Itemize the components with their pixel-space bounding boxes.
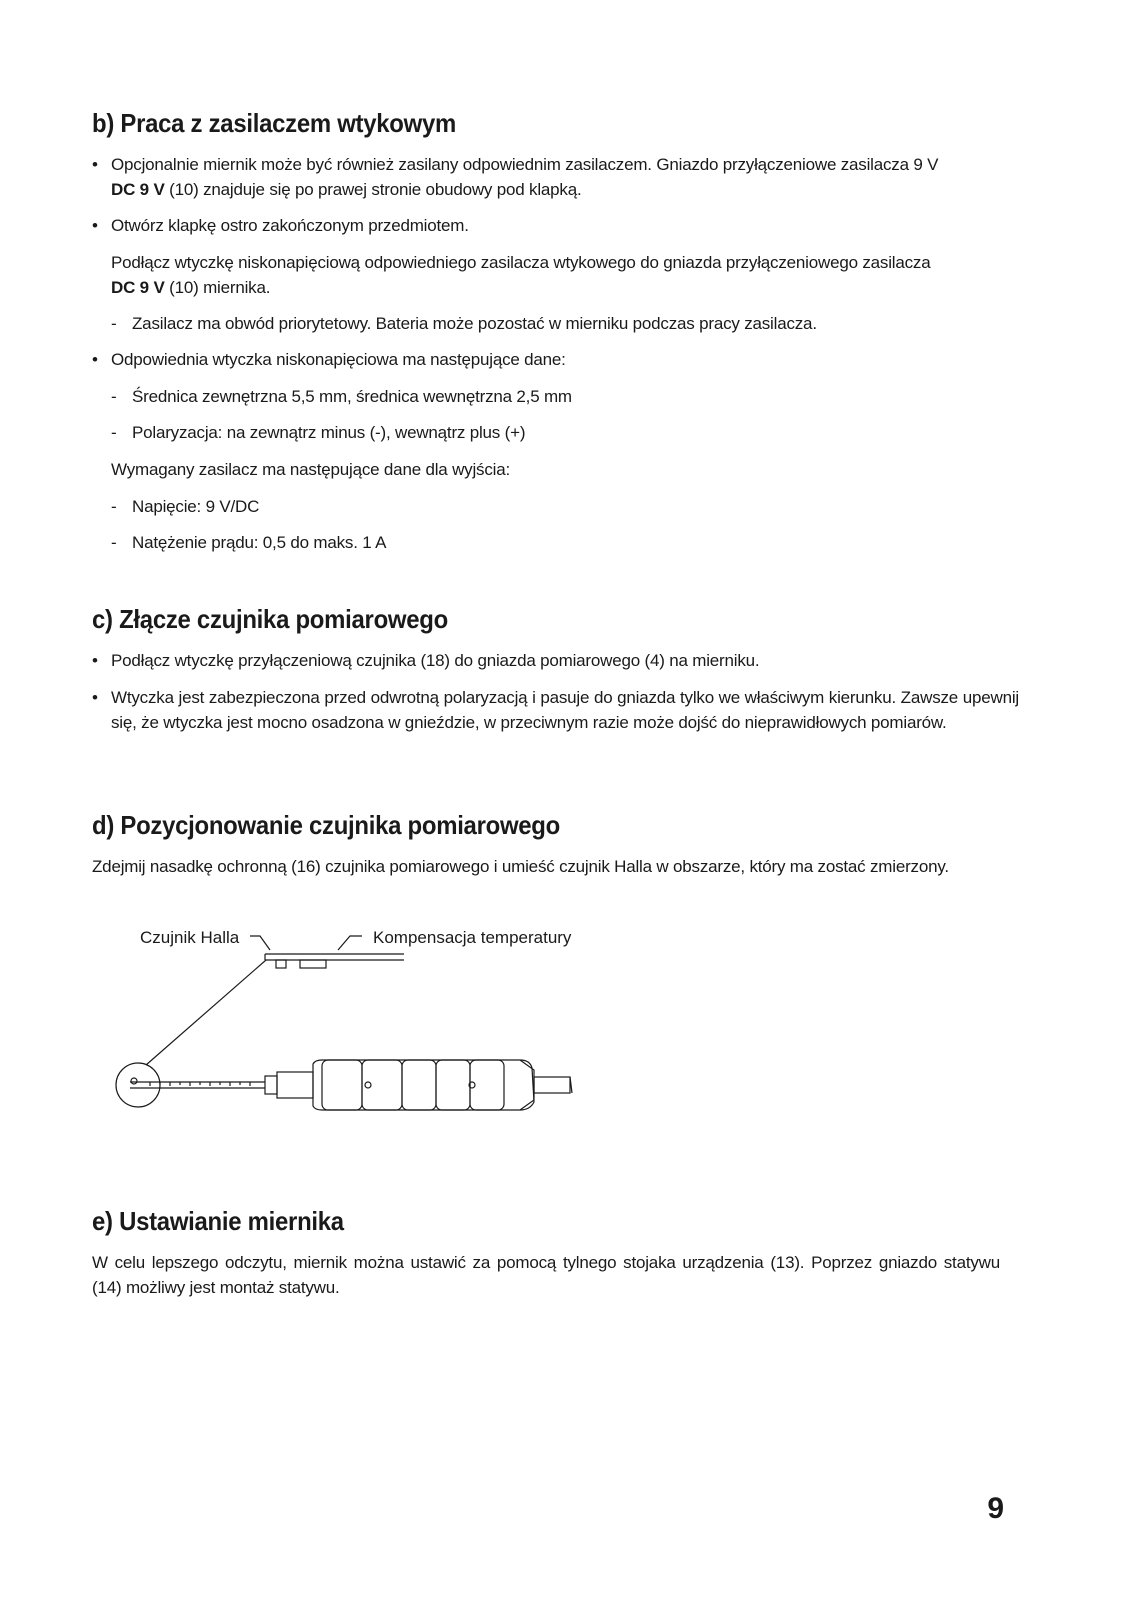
section-b-bullet-1 xyxy=(92,152,1019,202)
section-b-paragraph-5: Wymagany zasilacz ma następujące dane dla wyjścia: xyxy=(111,460,510,479)
section-d-heading: d) Pozycjonowanie czujnika pomiarowego xyxy=(92,810,560,840)
section-b-bullet-4: • Odpowiednia wtyczka niskonapięciowa ma następujące dane: xyxy=(92,347,1019,372)
section-b-p1-text-a: Opcjonalnie miernik może być również zasilany odpowiednim zasilaczem. Gniazdo przyłączeniowe zasilacza 9 V xyxy=(111,155,939,174)
section-b-p3-text-b: (10) miernika. xyxy=(164,278,271,297)
section-b-p1-bold: DC 9 V xyxy=(111,180,165,199)
section-b-p1-text-b: (10) znajduje się po prawej stronie obudowy pod klapką. xyxy=(164,180,582,199)
section-b-heading: b) Praca z zasilaczem wtykowym xyxy=(92,108,456,138)
section-b-bullet-2: • Otwórz klapkę ostro zakończonym przedmiotem. xyxy=(92,213,1019,238)
sensor-tip-detail xyxy=(146,936,404,1065)
label-temperature-compensation: Kompensacja temperatury xyxy=(373,930,572,947)
section-c-bullet-2: • Wtyczka jest zabezpieczona przed odwrotną polaryzacją i pasuje do gniazda tylko we właściwym kierunku. Zawsze upewnij się, że wtyczka jest mocno osadzona w gnieździe, w przeciwnym razie może dojść do nieprawidłowych pomiarów. xyxy=(92,685,1019,735)
section-e-paragraph-1: W celu lepszego odczytu, miernik można ustawić za pomocą tylnego stojaka urządzenia (13). Poprzez gniazdo statywu (14) możliwy jest montaż statywu. xyxy=(92,1253,1000,1297)
section-b-dash-4: - Napięcie: 9 V/DC xyxy=(92,494,1040,519)
section-c-bullet-1: • Podłącz wtyczkę przyłączeniową czujnika (18) do gniazda pomiarowego (4) na mierniku. xyxy=(92,648,1019,673)
section-b-dash-2: - Średnica zewnętrzna 5,5 mm, średnica wewnętrzna 2,5 mm xyxy=(92,384,1040,409)
probe-body xyxy=(116,1060,572,1110)
hall-sensor-diagram xyxy=(110,930,600,1140)
section-b-paragraph-3 xyxy=(92,250,1019,300)
page-number: 9 xyxy=(987,1492,1004,1525)
section-b-dash-5: - Natężenie prądu: 0,5 do maks. 1 A xyxy=(92,530,1040,555)
section-e-heading: e) Ustawianie miernika xyxy=(92,1206,344,1236)
section-b-dash-1: - Zasilacz ma obwód priorytetowy. Bateria może pozostać w mierniku podczas pracy zasilacza. xyxy=(92,311,1040,336)
section-c-heading: c) Złącze czujnika pomiarowego xyxy=(92,604,448,634)
section-d-paragraph-1: Zdejmij nasadkę ochronną (16) czujnika pomiarowego i umieść czujnik Halla w obszarze, który ma zostać zmierzony. xyxy=(92,857,949,876)
section-b-dash-3: - Polaryzacja: na zewnątrz minus (-), wewnątrz plus (+) xyxy=(92,420,1040,445)
section-b-p3-bold: DC 9 V xyxy=(111,278,165,297)
label-hall-sensor: Czujnik Halla xyxy=(140,930,240,947)
section-b-p3-text-a: Podłącz wtyczkę niskonapięciową odpowiedniego zasilacza wtykowego do gniazda przyłączeniowego zasilacza xyxy=(111,253,931,272)
